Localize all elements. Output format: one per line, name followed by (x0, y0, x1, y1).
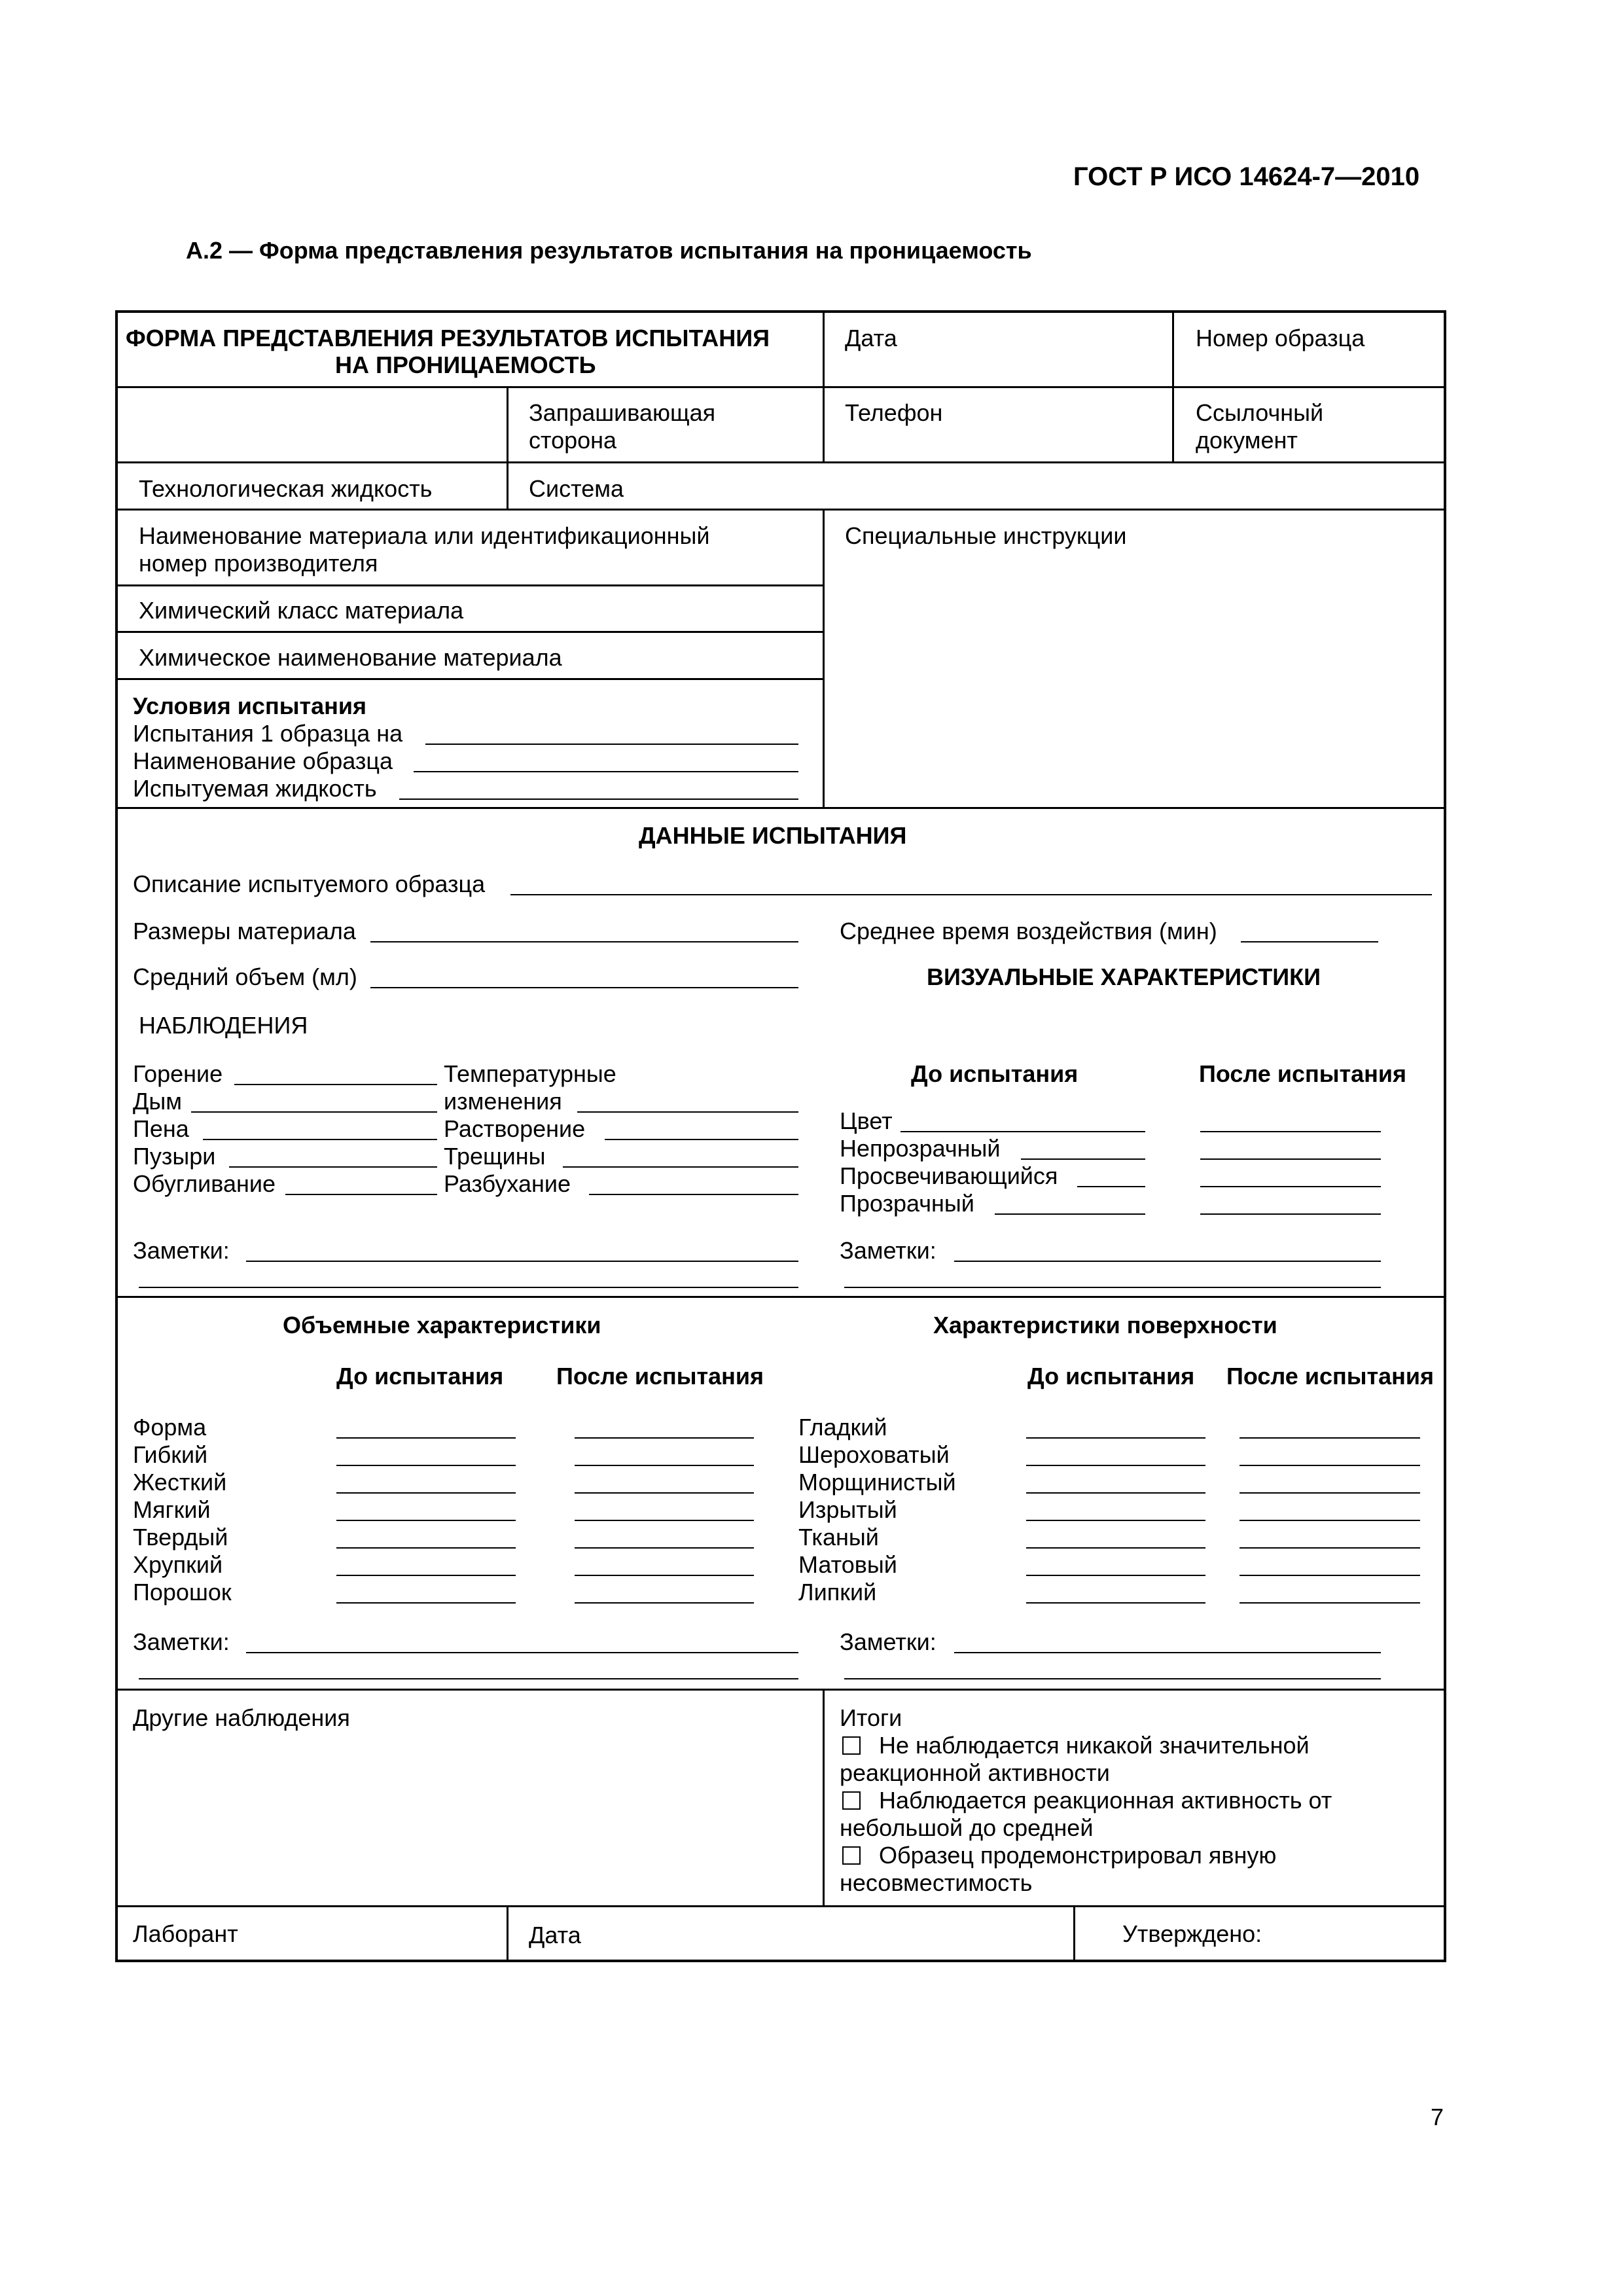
test-conditions-line2-blank[interactable] (414, 771, 798, 772)
obs-left-bubbles: Пузыри (133, 1143, 216, 1170)
surface-item: Гладкий (798, 1414, 887, 1441)
notes-label-left: Заметки: (133, 1237, 230, 1264)
results-title: Итоги (840, 1704, 902, 1731)
visual-blank[interactable] (1200, 1186, 1381, 1187)
obs-blank[interactable] (229, 1166, 437, 1168)
volume-item: Твердый (133, 1524, 228, 1551)
obs-blank[interactable] (605, 1139, 798, 1140)
page-number: 7 (1431, 2104, 1444, 2130)
visual-before-header: До испытания (911, 1060, 1079, 1087)
result-option-2[interactable] (842, 1787, 1332, 1814)
surface-item: Морщинистый (798, 1469, 956, 1496)
test-data-title: ДАННЫЕ ИСПЫТАНИЯ (639, 822, 907, 849)
form-title-line1: ФОРМА ПРЕДСТАВЛЕНИЯ РЕЗУЛЬТАТОВ ИСПЫТАНИЯ (126, 325, 770, 351)
volume-item: Форма (133, 1414, 207, 1441)
obs-blank[interactable] (577, 1111, 798, 1113)
visual-opaque: Непрозрачный (840, 1135, 1001, 1162)
obs-left-burning: Горение (133, 1060, 223, 1087)
visual-translucent: Просвечивающийся (840, 1162, 1058, 1189)
result-option-1[interactable] (842, 1732, 1310, 1759)
result-option-2-line2: небольшой до средней (840, 1814, 1094, 1841)
requester-label-line1: Запрашивающая (529, 399, 716, 426)
surface-item: Шероховатый (798, 1441, 950, 1468)
obs-right-cracks: Трещины (444, 1143, 546, 1170)
checkbox-icon[interactable] (842, 1736, 861, 1755)
visual-blank[interactable] (1200, 1158, 1381, 1160)
visual-after-header: После испытания (1199, 1060, 1407, 1087)
notes-left-blank[interactable] (246, 1261, 798, 1262)
avg-volume-blank[interactable] (370, 987, 798, 988)
obs-blank[interactable] (191, 1111, 437, 1113)
volume-item: Порошок (133, 1579, 232, 1605)
avg-exposure-blank[interactable] (1241, 941, 1378, 942)
technician-label: Лаборант (133, 1920, 238, 1947)
sample-description-blank[interactable] (510, 894, 1432, 895)
obs-left-charring: Обугливание (133, 1170, 276, 1197)
system-label: Система (529, 475, 624, 502)
result-option-3-text: Образец продемонстрировал явную (879, 1842, 1277, 1869)
test-conditions-title: Условия испытания (133, 692, 366, 719)
obs-blank[interactable] (234, 1084, 437, 1085)
material-size-label: Размеры материала (133, 918, 356, 944)
visual-color: Цвет (840, 1107, 893, 1134)
test-conditions-line1-blank[interactable] (425, 744, 798, 745)
notes-left-blank-2[interactable] (139, 1287, 798, 1288)
obs-blank[interactable] (563, 1166, 798, 1168)
visual-transparent: Прозрачный (840, 1190, 974, 1217)
material-name-line1: Наименование материала или идентификационный (139, 522, 710, 549)
surface-item: Изрытый (798, 1496, 897, 1523)
visual-blank[interactable] (1021, 1158, 1145, 1160)
avg-volume-label: Средний объем (мл) (133, 963, 357, 990)
test-conditions-line1: Испытания 1 образца на (133, 720, 403, 747)
checkbox-icon[interactable] (842, 1846, 861, 1865)
document-code: ГОСТ Р ИСО 14624-7—2010 (1073, 162, 1420, 191)
date-label: Дата (845, 325, 897, 351)
visual-blank[interactable] (995, 1213, 1145, 1215)
visual-blank[interactable] (1077, 1186, 1145, 1187)
volume-item: Хрупкий (133, 1551, 223, 1578)
volume-notes-blank[interactable] (246, 1652, 798, 1653)
checkbox-icon[interactable] (842, 1791, 861, 1810)
volume-notes-label: Заметки: (133, 1628, 230, 1655)
surface-before-header: До испытания (1027, 1363, 1195, 1390)
visual-blank[interactable] (901, 1131, 1145, 1132)
result-option-3[interactable] (842, 1842, 1276, 1869)
obs-left-foam: Пена (133, 1115, 189, 1142)
visual-blank[interactable] (1200, 1131, 1381, 1132)
surface-notes-blank[interactable] (954, 1652, 1381, 1653)
form-title-line2: НА ПРОНИЦАЕМОСТЬ (335, 351, 596, 378)
test-conditions-line2: Наименование образца (133, 747, 393, 774)
notes-label-right: Заметки: (840, 1237, 936, 1264)
obs-blank[interactable] (589, 1194, 798, 1195)
volume-notes-blank-2[interactable] (139, 1678, 798, 1679)
obs-blank[interactable] (203, 1139, 437, 1140)
footer-date-label: Дата (529, 1922, 581, 1948)
special-instructions-label: Специальные инструкции (845, 522, 1127, 549)
test-conditions-line3: Испытуемая жидкость (133, 775, 377, 802)
surface-notes-label: Заметки: (840, 1628, 936, 1655)
result-option-1-text: Не наблюдается никакой значительной (879, 1732, 1310, 1759)
sample-description-label: Описание испытуемого образца (133, 870, 486, 897)
obs-right-changes: изменения (444, 1088, 562, 1115)
result-option-1-line2: реакционной активности (840, 1759, 1110, 1786)
section-title: А.2 — Форма представления результатов испытания на проницаемость (186, 237, 1032, 264)
obs-right-dissolving: Растворение (444, 1115, 586, 1142)
surface-item: Липкий (798, 1579, 877, 1605)
chemical-name-label: Химическое наименование материала (139, 644, 562, 671)
obs-right-swelling: Разбухание (444, 1170, 571, 1197)
result-option-3-line2: несовместимость (840, 1869, 1033, 1896)
surface-notes-blank-2[interactable] (844, 1678, 1381, 1679)
material-size-blank[interactable] (370, 941, 798, 942)
approved-label: Утверждено: (1122, 1920, 1262, 1947)
obs-blank[interactable] (285, 1194, 437, 1195)
requester-label-line2: сторона (529, 427, 617, 454)
reference-label-line1: Ссылочный (1196, 399, 1324, 426)
result-option-2-text: Наблюдается реакционная активность от (879, 1787, 1332, 1814)
obs-right-temp: Температурные (444, 1060, 616, 1087)
notes-right-blank[interactable] (954, 1261, 1381, 1262)
obs-left-smoke: Дым (133, 1088, 183, 1115)
reference-label-line2: документ (1196, 427, 1298, 454)
avg-exposure-label: Среднее время воздействия (мин) (840, 918, 1217, 944)
volume-before-header: До испытания (336, 1363, 504, 1390)
volume-after-header: После испытания (556, 1363, 764, 1390)
sample-number-label: Номер образца (1196, 325, 1365, 351)
surface-item: Матовый (798, 1551, 897, 1578)
phone-label: Телефон (845, 399, 943, 426)
visual-blank[interactable] (1200, 1213, 1381, 1215)
chemical-class-label: Химический класс материала (139, 597, 464, 624)
surface-title: Характеристики поверхности (933, 1312, 1277, 1338)
volume-item: Мягкий (133, 1496, 211, 1523)
visual-characteristics-title: ВИЗУАЛЬНЫЕ ХАРАКТЕРИСТИКИ (927, 963, 1321, 990)
volume-item: Гибкий (133, 1441, 208, 1468)
notes-right-blank-2[interactable] (844, 1287, 1381, 1288)
other-observations-label: Другие наблюдения (133, 1704, 350, 1731)
surface-after-header: После испытания (1226, 1363, 1435, 1390)
process-fluid-label: Технологическая жидкость (139, 475, 433, 502)
observations-title: НАБЛЮДЕНИЯ (139, 1012, 308, 1039)
test-conditions-line3-blank[interactable] (399, 798, 798, 800)
material-name-line2: номер производителя (139, 550, 378, 577)
volume-item: Жесткий (133, 1469, 227, 1496)
volume-title: Объемные характеристики (283, 1312, 601, 1338)
surface-item: Тканый (798, 1524, 879, 1551)
